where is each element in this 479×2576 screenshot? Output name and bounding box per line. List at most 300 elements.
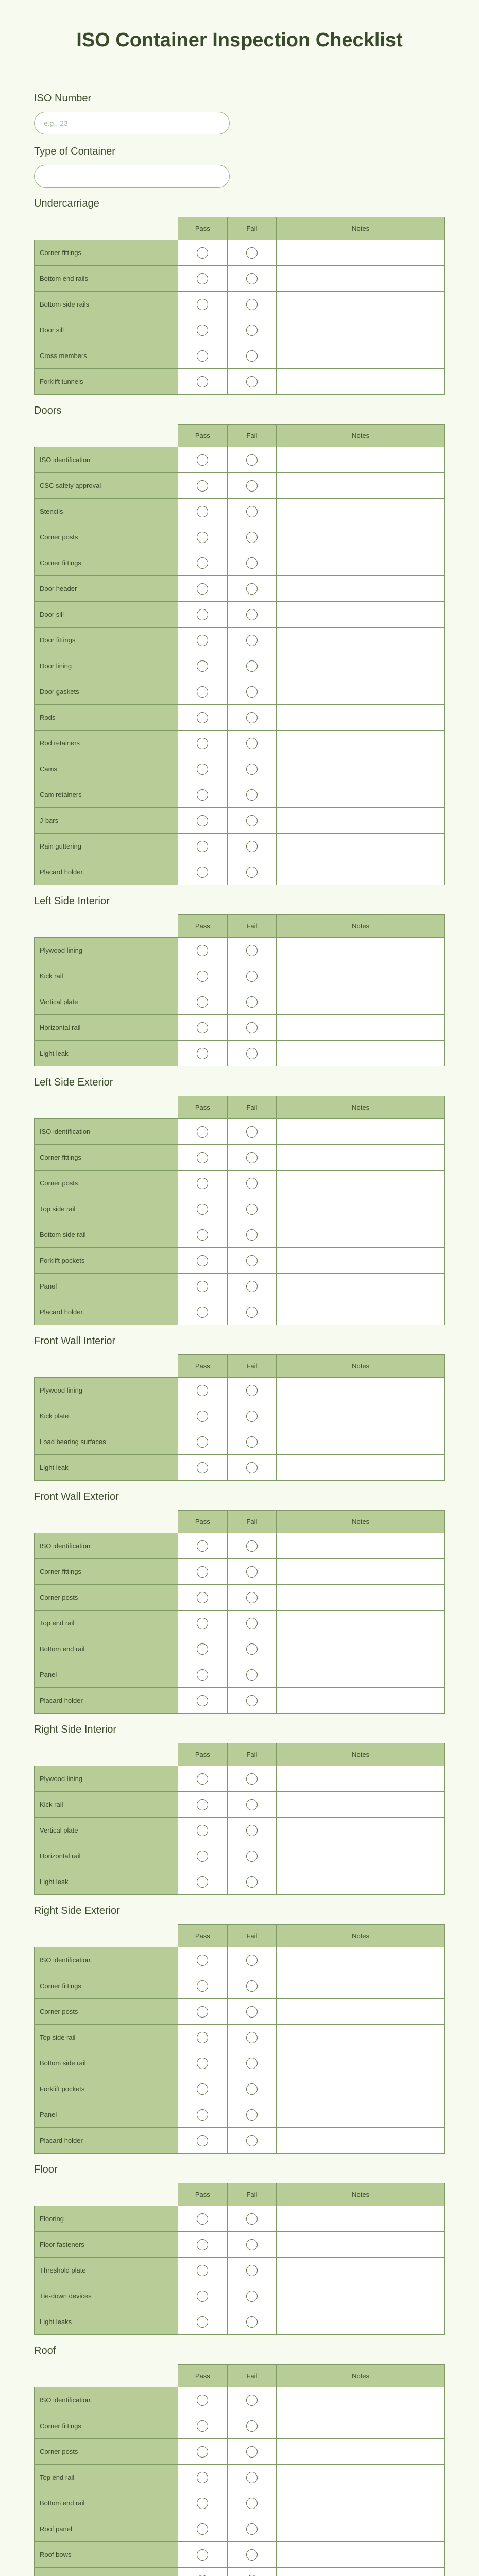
notes-cell[interactable] [277, 1636, 445, 1662]
pass-radio[interactable] [197, 686, 208, 698]
fail-radio[interactable] [246, 480, 258, 492]
notes-cell[interactable] [277, 447, 445, 473]
fail-radio[interactable] [246, 2083, 258, 2095]
fail-radio[interactable] [246, 1540, 258, 1552]
pass-radio[interactable] [197, 480, 208, 492]
row-label: Light leak [35, 1455, 178, 1481]
pass-radio[interactable] [197, 273, 208, 284]
fail-radio[interactable] [246, 2109, 258, 2121]
notes-cell[interactable] [277, 1041, 445, 1066]
pass-radio[interactable] [197, 454, 208, 466]
fail-radio[interactable] [246, 2523, 258, 2535]
pass-radio[interactable] [197, 1462, 208, 1473]
pass-cell [178, 1818, 227, 1843]
table-row [35, 499, 445, 524]
fail-radio[interactable] [246, 1955, 258, 1966]
pass-radio[interactable] [197, 867, 208, 878]
fail-cell [227, 1636, 277, 1662]
notes-cell[interactable] [277, 2076, 445, 2102]
fail-radio[interactable] [246, 2135, 258, 2146]
fail-radio[interactable] [246, 945, 258, 956]
table-row [35, 1274, 445, 1299]
notes-cell[interactable] [277, 2050, 445, 2076]
notes-cell[interactable] [277, 1559, 445, 1585]
notes-cell[interactable] [277, 1196, 445, 1222]
notes-cell[interactable] [277, 317, 445, 343]
fail-radio[interactable] [246, 1462, 258, 1473]
fail-radio[interactable] [246, 867, 258, 878]
fail-radio[interactable] [246, 815, 258, 826]
fail-radio[interactable] [246, 686, 258, 698]
pass-radio[interactable] [197, 1152, 208, 1163]
row-label: Threshold plate [35, 2258, 178, 2283]
fail-cell [227, 2206, 277, 2232]
notes-cell[interactable] [277, 2206, 445, 2232]
fail-cell [227, 782, 277, 808]
fail-cell [227, 756, 277, 782]
notes-cell[interactable] [277, 1378, 445, 1403]
pass-radio[interactable] [197, 325, 208, 336]
fail-radio[interactable] [246, 273, 258, 284]
notes-cell[interactable] [277, 653, 445, 679]
fail-cell [227, 1662, 277, 1688]
fail-radio[interactable] [246, 2213, 258, 2225]
fail-radio[interactable] [246, 2058, 258, 2069]
page-title: ISO Container Inspection Checklist [76, 29, 403, 51]
pass-radio[interactable] [197, 376, 208, 387]
notes-cell[interactable] [277, 2542, 445, 2568]
notes-cell[interactable] [277, 602, 445, 628]
pass-radio[interactable] [197, 1592, 208, 1603]
notes-cell[interactable] [277, 2025, 445, 2050]
pass-cell [178, 266, 227, 292]
notes-cell[interactable] [277, 2258, 445, 2283]
notes-cell[interactable] [277, 2283, 445, 2309]
fail-radio[interactable] [246, 789, 258, 801]
fail-cell [227, 1455, 277, 1481]
row-label: Bottom side rails [35, 292, 178, 317]
pass-radio[interactable] [197, 841, 208, 852]
notes-cell[interactable] [277, 1222, 445, 1248]
fail-cell [227, 1869, 277, 1895]
pass-radio[interactable] [197, 1799, 208, 1810]
fail-cell [227, 369, 277, 395]
notes-cell[interactable] [277, 576, 445, 602]
fail-radio[interactable] [246, 2032, 258, 2043]
fail-cell [227, 2283, 277, 2309]
checklist-table [34, 424, 445, 885]
table-row [35, 2465, 445, 2490]
pass-radio[interactable] [197, 583, 208, 595]
fail-radio[interactable] [246, 532, 258, 543]
fail-radio[interactable] [246, 1048, 258, 1059]
pass-radio[interactable] [197, 2498, 208, 2509]
pass-cell [178, 2258, 227, 2283]
notes-cell[interactable] [277, 1299, 445, 1325]
notes-cell[interactable] [277, 2128, 445, 2154]
fail-radio[interactable] [246, 712, 258, 723]
notes-cell[interactable] [277, 473, 445, 499]
pass-radio[interactable] [197, 971, 208, 982]
fail-cell [227, 2542, 277, 2568]
pass-radio[interactable] [197, 1307, 208, 1318]
pass-radio[interactable] [197, 247, 208, 259]
notes-cell[interactable] [277, 1585, 445, 1611]
fail-radio[interactable] [246, 2446, 258, 2458]
notes-cell[interactable] [277, 705, 445, 731]
fail-radio[interactable] [246, 506, 258, 517]
notes-cell[interactable] [277, 1455, 445, 1481]
pass-cell [178, 2102, 227, 2128]
pass-cell [178, 628, 227, 653]
fail-cell [227, 989, 277, 1015]
fail-radio[interactable] [246, 2265, 258, 2276]
notes-cell[interactable] [277, 1688, 445, 1714]
row-label: Plywood lining [35, 1378, 178, 1403]
fail-radio[interactable] [246, 1799, 258, 1810]
notes-cell[interactable] [277, 679, 445, 705]
pass-radio[interactable] [197, 1281, 208, 1292]
notes-cell[interactable] [277, 1999, 445, 2025]
row-label: Bottom side rail [35, 1222, 178, 1248]
fail-radio[interactable] [246, 1876, 258, 1888]
fail-radio[interactable] [246, 1566, 258, 1578]
fail-radio[interactable] [246, 1178, 258, 1189]
row-label: Cams [35, 756, 178, 782]
fail-radio[interactable] [246, 2549, 258, 2561]
fail-radio[interactable] [246, 1385, 258, 1396]
notes-cell[interactable] [277, 550, 445, 576]
fail-cell [227, 834, 277, 859]
fail-radio[interactable] [246, 583, 258, 595]
pass-radio[interactable] [197, 1411, 208, 1422]
notes-cell[interactable] [277, 1947, 445, 1973]
notes-cell[interactable] [277, 1611, 445, 1636]
notes-cell[interactable] [277, 859, 445, 885]
fail-radio[interactable] [246, 2239, 258, 2250]
fail-radio[interactable] [246, 2395, 258, 2406]
pass-radio[interactable] [197, 2135, 208, 2146]
pass-radio[interactable] [197, 712, 208, 723]
notes-cell[interactable] [277, 1429, 445, 1455]
pass-radio[interactable] [197, 2109, 208, 2121]
pass-radio[interactable] [197, 2265, 208, 2276]
notes-cell[interactable] [277, 1869, 445, 1895]
fail-radio[interactable] [246, 2498, 258, 2509]
pass-radio[interactable] [197, 506, 208, 517]
fail-radio[interactable] [246, 635, 258, 646]
pass-radio[interactable] [197, 2446, 208, 2458]
notes-cell[interactable] [277, 628, 445, 653]
fail-radio[interactable] [246, 2420, 258, 2432]
pass-radio[interactable] [197, 1825, 208, 1836]
notes-cell[interactable] [277, 1171, 445, 1196]
notes-cell[interactable] [277, 938, 445, 963]
notes-cell[interactable] [277, 834, 445, 859]
pass-radio[interactable] [197, 1643, 208, 1655]
pass-radio[interactable] [197, 1851, 208, 1862]
notes-cell[interactable] [277, 1662, 445, 1688]
notes-cell[interactable] [277, 1792, 445, 1818]
fail-radio[interactable] [246, 738, 258, 749]
fail-radio[interactable] [246, 1695, 258, 1706]
checklist-table [34, 914, 445, 1066]
notes-cell[interactable] [277, 2309, 445, 2335]
pass-radio[interactable] [197, 557, 208, 569]
fail-radio[interactable] [246, 325, 258, 336]
notes-cell[interactable] [277, 266, 445, 292]
pass-radio[interactable] [197, 2523, 208, 2535]
pass-radio[interactable] [197, 2239, 208, 2250]
notes-cell[interactable] [277, 1843, 445, 1869]
fail-cell [227, 2439, 277, 2465]
pass-radio[interactable] [197, 1436, 208, 1448]
pass-cell [178, 2413, 227, 2439]
fail-cell [227, 1274, 277, 1299]
pass-radio[interactable] [197, 1876, 208, 1888]
row-label: J-bars [35, 808, 178, 834]
fail-radio[interactable] [246, 2316, 258, 2328]
fail-radio[interactable] [246, 1436, 258, 1448]
fail-radio[interactable] [246, 1281, 258, 1292]
pass-radio[interactable] [197, 2472, 208, 2483]
notes-cell[interactable] [277, 1533, 445, 1559]
fail-radio[interactable] [246, 1773, 258, 1785]
row-label: Horizontal rail [35, 1843, 178, 1869]
fail-radio[interactable] [246, 764, 258, 775]
notes-cell[interactable] [277, 2439, 445, 2465]
fail-radio[interactable] [246, 299, 258, 310]
pass-radio[interactable] [197, 2006, 208, 2018]
fail-radio[interactable] [246, 247, 258, 259]
notes-cell[interactable] [277, 963, 445, 989]
table-row [35, 2542, 445, 2568]
pass-cell [178, 1222, 227, 1248]
fail-cell [227, 576, 277, 602]
row-label: Load bearing surfaces [35, 1429, 178, 1455]
pass-radio[interactable] [197, 1385, 208, 1396]
table-row [35, 963, 445, 989]
pass-radio[interactable] [197, 2032, 208, 2043]
pass-column-header: Pass [178, 1096, 227, 1119]
fail-cell [227, 2102, 277, 2128]
notes-cell[interactable] [277, 2102, 445, 2128]
row-label: Corner fittings [35, 240, 178, 266]
table-row [35, 2568, 445, 2576]
table-row [35, 1299, 445, 1325]
notes-cell[interactable] [277, 782, 445, 808]
notes-cell[interactable] [277, 989, 445, 1015]
fail-radio[interactable] [246, 1229, 258, 1241]
section-title: Right Side Interior [34, 1724, 117, 1735]
fail-radio[interactable] [246, 996, 258, 1008]
pass-radio[interactable] [197, 1229, 208, 1241]
row-label: Corner fittings [35, 1973, 178, 1999]
pass-radio[interactable] [197, 635, 208, 646]
pass-cell [178, 1999, 227, 2025]
pass-radio[interactable] [197, 996, 208, 1008]
checklist-table [34, 217, 445, 395]
pass-cell [178, 240, 227, 266]
fail-cell [227, 1299, 277, 1325]
pass-radio[interactable] [197, 789, 208, 801]
pass-radio[interactable] [197, 2083, 208, 2095]
fail-radio[interactable] [246, 1152, 258, 1163]
fail-radio[interactable] [246, 1618, 258, 1629]
fail-cell [227, 653, 277, 679]
fail-cell [227, 859, 277, 885]
form-body [0, 93, 479, 2576]
pass-radio[interactable] [197, 299, 208, 310]
notes-cell[interactable] [277, 292, 445, 317]
fail-radio[interactable] [246, 1825, 258, 1836]
fail-radio[interactable] [246, 2472, 258, 2483]
notes-cell[interactable] [277, 1015, 445, 1041]
fail-radio[interactable] [246, 1592, 258, 1603]
pass-cell [178, 756, 227, 782]
fail-radio[interactable] [246, 1851, 258, 1862]
pass-cell [178, 1688, 227, 1714]
notes-cell[interactable] [277, 1818, 445, 1843]
pass-radio[interactable] [197, 1566, 208, 1578]
pass-radio[interactable] [197, 1618, 208, 1629]
checklist-table [34, 1354, 445, 1481]
notes-cell[interactable] [277, 240, 445, 266]
pass-radio[interactable] [197, 1955, 208, 1966]
table-row [35, 1662, 445, 1688]
notes-cell[interactable] [277, 2465, 445, 2490]
fail-radio[interactable] [246, 609, 258, 620]
fail-cell [227, 1429, 277, 1455]
notes-cell[interactable] [277, 369, 445, 395]
fail-radio[interactable] [246, 660, 258, 672]
fail-radio[interactable] [246, 454, 258, 466]
notes-cell[interactable] [277, 731, 445, 756]
pass-radio[interactable] [197, 2213, 208, 2225]
notes-cell[interactable] [277, 1119, 445, 1145]
notes-cell[interactable] [277, 2387, 445, 2413]
row-label: Door lining [35, 653, 178, 679]
notes-cell[interactable] [277, 524, 445, 550]
fail-radio[interactable] [246, 557, 258, 569]
pass-radio[interactable] [197, 1773, 208, 1785]
fail-column-header: Fail [227, 217, 277, 240]
fail-cell [227, 1171, 277, 1196]
pass-cell [178, 2128, 227, 2154]
pass-radio[interactable] [197, 764, 208, 775]
row-label: Placard holder [35, 859, 178, 885]
fail-radio[interactable] [246, 1307, 258, 1318]
pass-radio[interactable] [197, 2549, 208, 2561]
pass-radio[interactable] [197, 660, 208, 672]
pass-cell [178, 550, 227, 576]
pass-radio[interactable] [197, 1048, 208, 1059]
notes-cell[interactable] [277, 1274, 445, 1299]
notes-cell[interactable] [277, 1248, 445, 1274]
fail-radio[interactable] [246, 2006, 258, 2018]
pass-radio[interactable] [197, 609, 208, 620]
notes-cell[interactable] [277, 1403, 445, 1429]
fail-radio[interactable] [246, 376, 258, 387]
fail-radio[interactable] [246, 841, 258, 852]
fail-radio[interactable] [246, 971, 258, 982]
notes-cell[interactable] [277, 499, 445, 524]
pass-radio[interactable] [197, 1669, 208, 1681]
pass-radio[interactable] [197, 1980, 208, 1992]
table-row [35, 2025, 445, 2050]
pass-radio[interactable] [197, 738, 208, 749]
fail-radio[interactable] [246, 2291, 258, 2302]
pass-column-header: Pass [178, 1355, 227, 1378]
pass-radio[interactable] [197, 2058, 208, 2069]
pass-cell [178, 1843, 227, 1869]
table-row [35, 1041, 445, 1066]
pass-radio[interactable] [197, 532, 208, 543]
notes-cell[interactable] [277, 2568, 445, 2576]
fail-radio[interactable] [246, 1980, 258, 1992]
pass-cell [178, 782, 227, 808]
pass-radio[interactable] [197, 815, 208, 826]
fail-radio[interactable] [246, 1126, 258, 1138]
pass-radio[interactable] [197, 350, 208, 362]
pass-radio[interactable] [197, 1540, 208, 1552]
notes-cell[interactable] [277, 1145, 445, 1171]
pass-radio[interactable] [197, 2395, 208, 2406]
pass-radio[interactable] [197, 1695, 208, 1706]
section-title: Left Side Interior [34, 895, 110, 907]
pass-cell [178, 1171, 227, 1196]
notes-cell[interactable] [277, 808, 445, 834]
notes-cell[interactable] [277, 2232, 445, 2258]
pass-cell [178, 576, 227, 602]
pass-radio[interactable] [197, 1255, 208, 1266]
table-row [35, 473, 445, 499]
notes-cell[interactable] [277, 343, 445, 369]
fail-radio[interactable] [246, 1411, 258, 1422]
table-row [35, 989, 445, 1015]
pass-radio[interactable] [197, 1178, 208, 1189]
notes-cell[interactable] [277, 2413, 445, 2439]
notes-cell[interactable] [277, 1766, 445, 1792]
pass-radio[interactable] [197, 1204, 208, 1215]
fail-radio[interactable] [246, 1022, 258, 1033]
iso-number-label: ISO Number [34, 93, 92, 104]
fail-radio[interactable] [246, 1204, 258, 1215]
pass-radio[interactable] [197, 945, 208, 956]
pass-radio[interactable] [197, 2291, 208, 2302]
pass-radio[interactable] [197, 2420, 208, 2432]
pass-radio[interactable] [197, 1022, 208, 1033]
fail-radio[interactable] [246, 1255, 258, 1266]
iso-number-input[interactable] [34, 112, 230, 134]
row-label: Door gaskets [35, 679, 178, 705]
pass-radio[interactable] [197, 1126, 208, 1138]
row-label: Light leaks [35, 2309, 178, 2335]
table-row [35, 1455, 445, 1481]
row-label: Tie-down devices [35, 2283, 178, 2309]
notes-cell[interactable] [277, 2490, 445, 2516]
fail-radio[interactable] [246, 1643, 258, 1655]
table-row [35, 369, 445, 395]
notes-cell[interactable] [277, 2516, 445, 2542]
notes-cell[interactable] [277, 1973, 445, 1999]
pass-radio[interactable] [197, 2316, 208, 2328]
fail-radio[interactable] [246, 1669, 258, 1681]
fail-radio[interactable] [246, 350, 258, 362]
notes-cell[interactable] [277, 756, 445, 782]
table-row [35, 2258, 445, 2283]
container-type-input[interactable] [34, 165, 230, 188]
